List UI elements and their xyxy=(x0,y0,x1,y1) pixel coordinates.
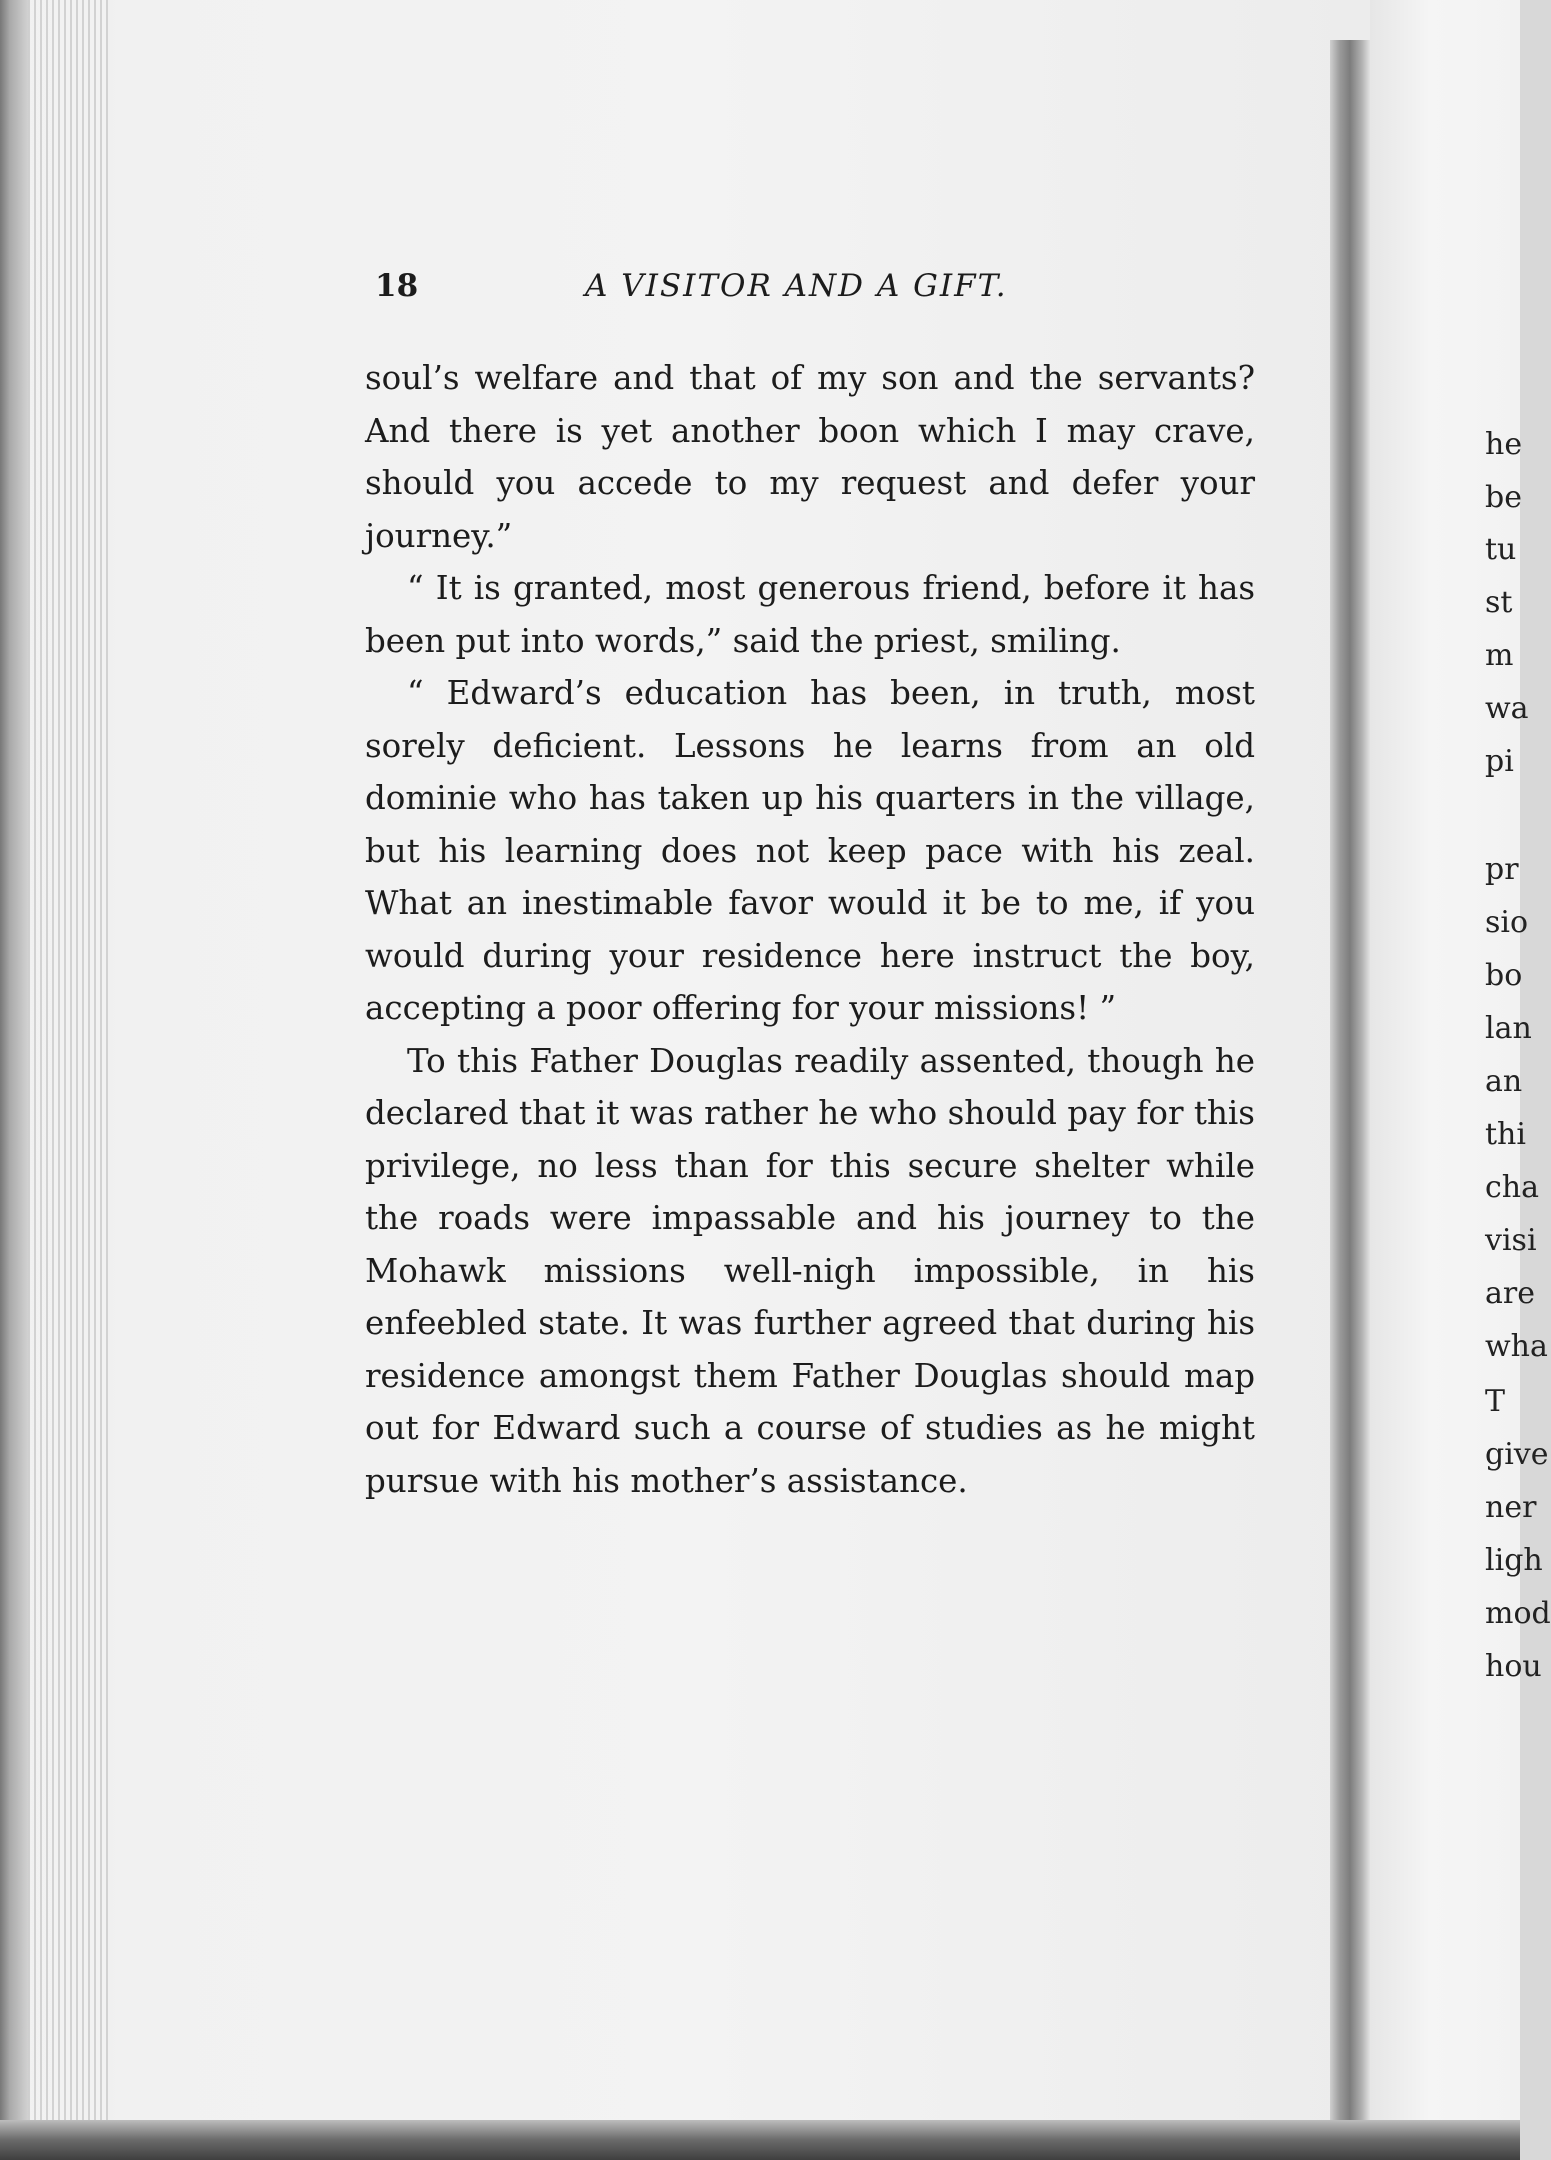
next-page-line: thi xyxy=(1485,1117,1526,1152)
next-page-line: bo xyxy=(1485,958,1523,993)
next-page-line: T xyxy=(1485,1384,1506,1419)
next-page-line: m xyxy=(1485,638,1514,673)
next-page-line: pi xyxy=(1485,744,1514,779)
next-page-line: hou xyxy=(1485,1649,1542,1684)
next-page-line: cha xyxy=(1485,1170,1540,1205)
running-title: A VISITOR AND A GIFT. xyxy=(585,268,1008,304)
binding-shadow xyxy=(0,0,30,2160)
paragraph-3: “ Edward’s education has been, in truth, most sorely deficient. Lessons he learns from an old dominie who has taken up his quarters in the village, but his learning does not keep pace with his zeal. What an inestimable favor would it be to me, if you would during your residence here instruct the boy, accepting a poor offering for your missions! ” xyxy=(365,674,1255,1027)
next-page-line: pr xyxy=(1485,852,1519,887)
next-page-line: be xyxy=(1485,480,1522,515)
next-page-line: are xyxy=(1485,1276,1535,1311)
scan-bottom-shadow xyxy=(0,2120,1520,2160)
next-page-line: visi xyxy=(1485,1223,1537,1258)
book-gutter xyxy=(1330,40,1370,2130)
next-page-line: sio xyxy=(1485,905,1529,940)
next-page-line: lan xyxy=(1485,1011,1532,1046)
next-page-line: tu xyxy=(1485,532,1517,567)
next-page-line: mod xyxy=(1485,1596,1551,1631)
page-body xyxy=(365,352,1255,1507)
paragraph-4: To this Father Douglas readily assented, though he declared that it was rather he who should pay for this privilege, no less than for this secure shelter while the roads were impassable and his journey to the Mohawk missions well-nigh impossible, in his enfeebled state. It was further agreed that during his residence amongst them Father Douglas should map out for Edward such a course of studies as he might pursue with his mother’s assistance. xyxy=(365,1041,1255,1500)
paragraph-1: soul’s welfare and that of my son and the servants? And there is yet another boon which I may crave, should you accede to my request and defer your journey.” xyxy=(365,359,1255,555)
next-page-line: he xyxy=(1485,427,1523,462)
next-page-line: ner xyxy=(1485,1490,1537,1525)
page-number: 18 xyxy=(375,268,419,304)
running-header xyxy=(375,262,1255,310)
next-page-line: st xyxy=(1485,585,1513,620)
next-page-line: give xyxy=(1485,1437,1549,1472)
next-page-line: an xyxy=(1485,1064,1523,1099)
next-page-line: ligh xyxy=(1485,1543,1543,1578)
next-page-line: wa xyxy=(1485,691,1529,726)
page-edge-stack xyxy=(28,0,108,2120)
next-page-line: wha xyxy=(1485,1329,1548,1364)
next-page-edge xyxy=(1370,0,1551,2120)
paragraph-2: “ It is granted, most generous friend, before it has been put into words,” said the priest, smiling. xyxy=(365,569,1255,660)
